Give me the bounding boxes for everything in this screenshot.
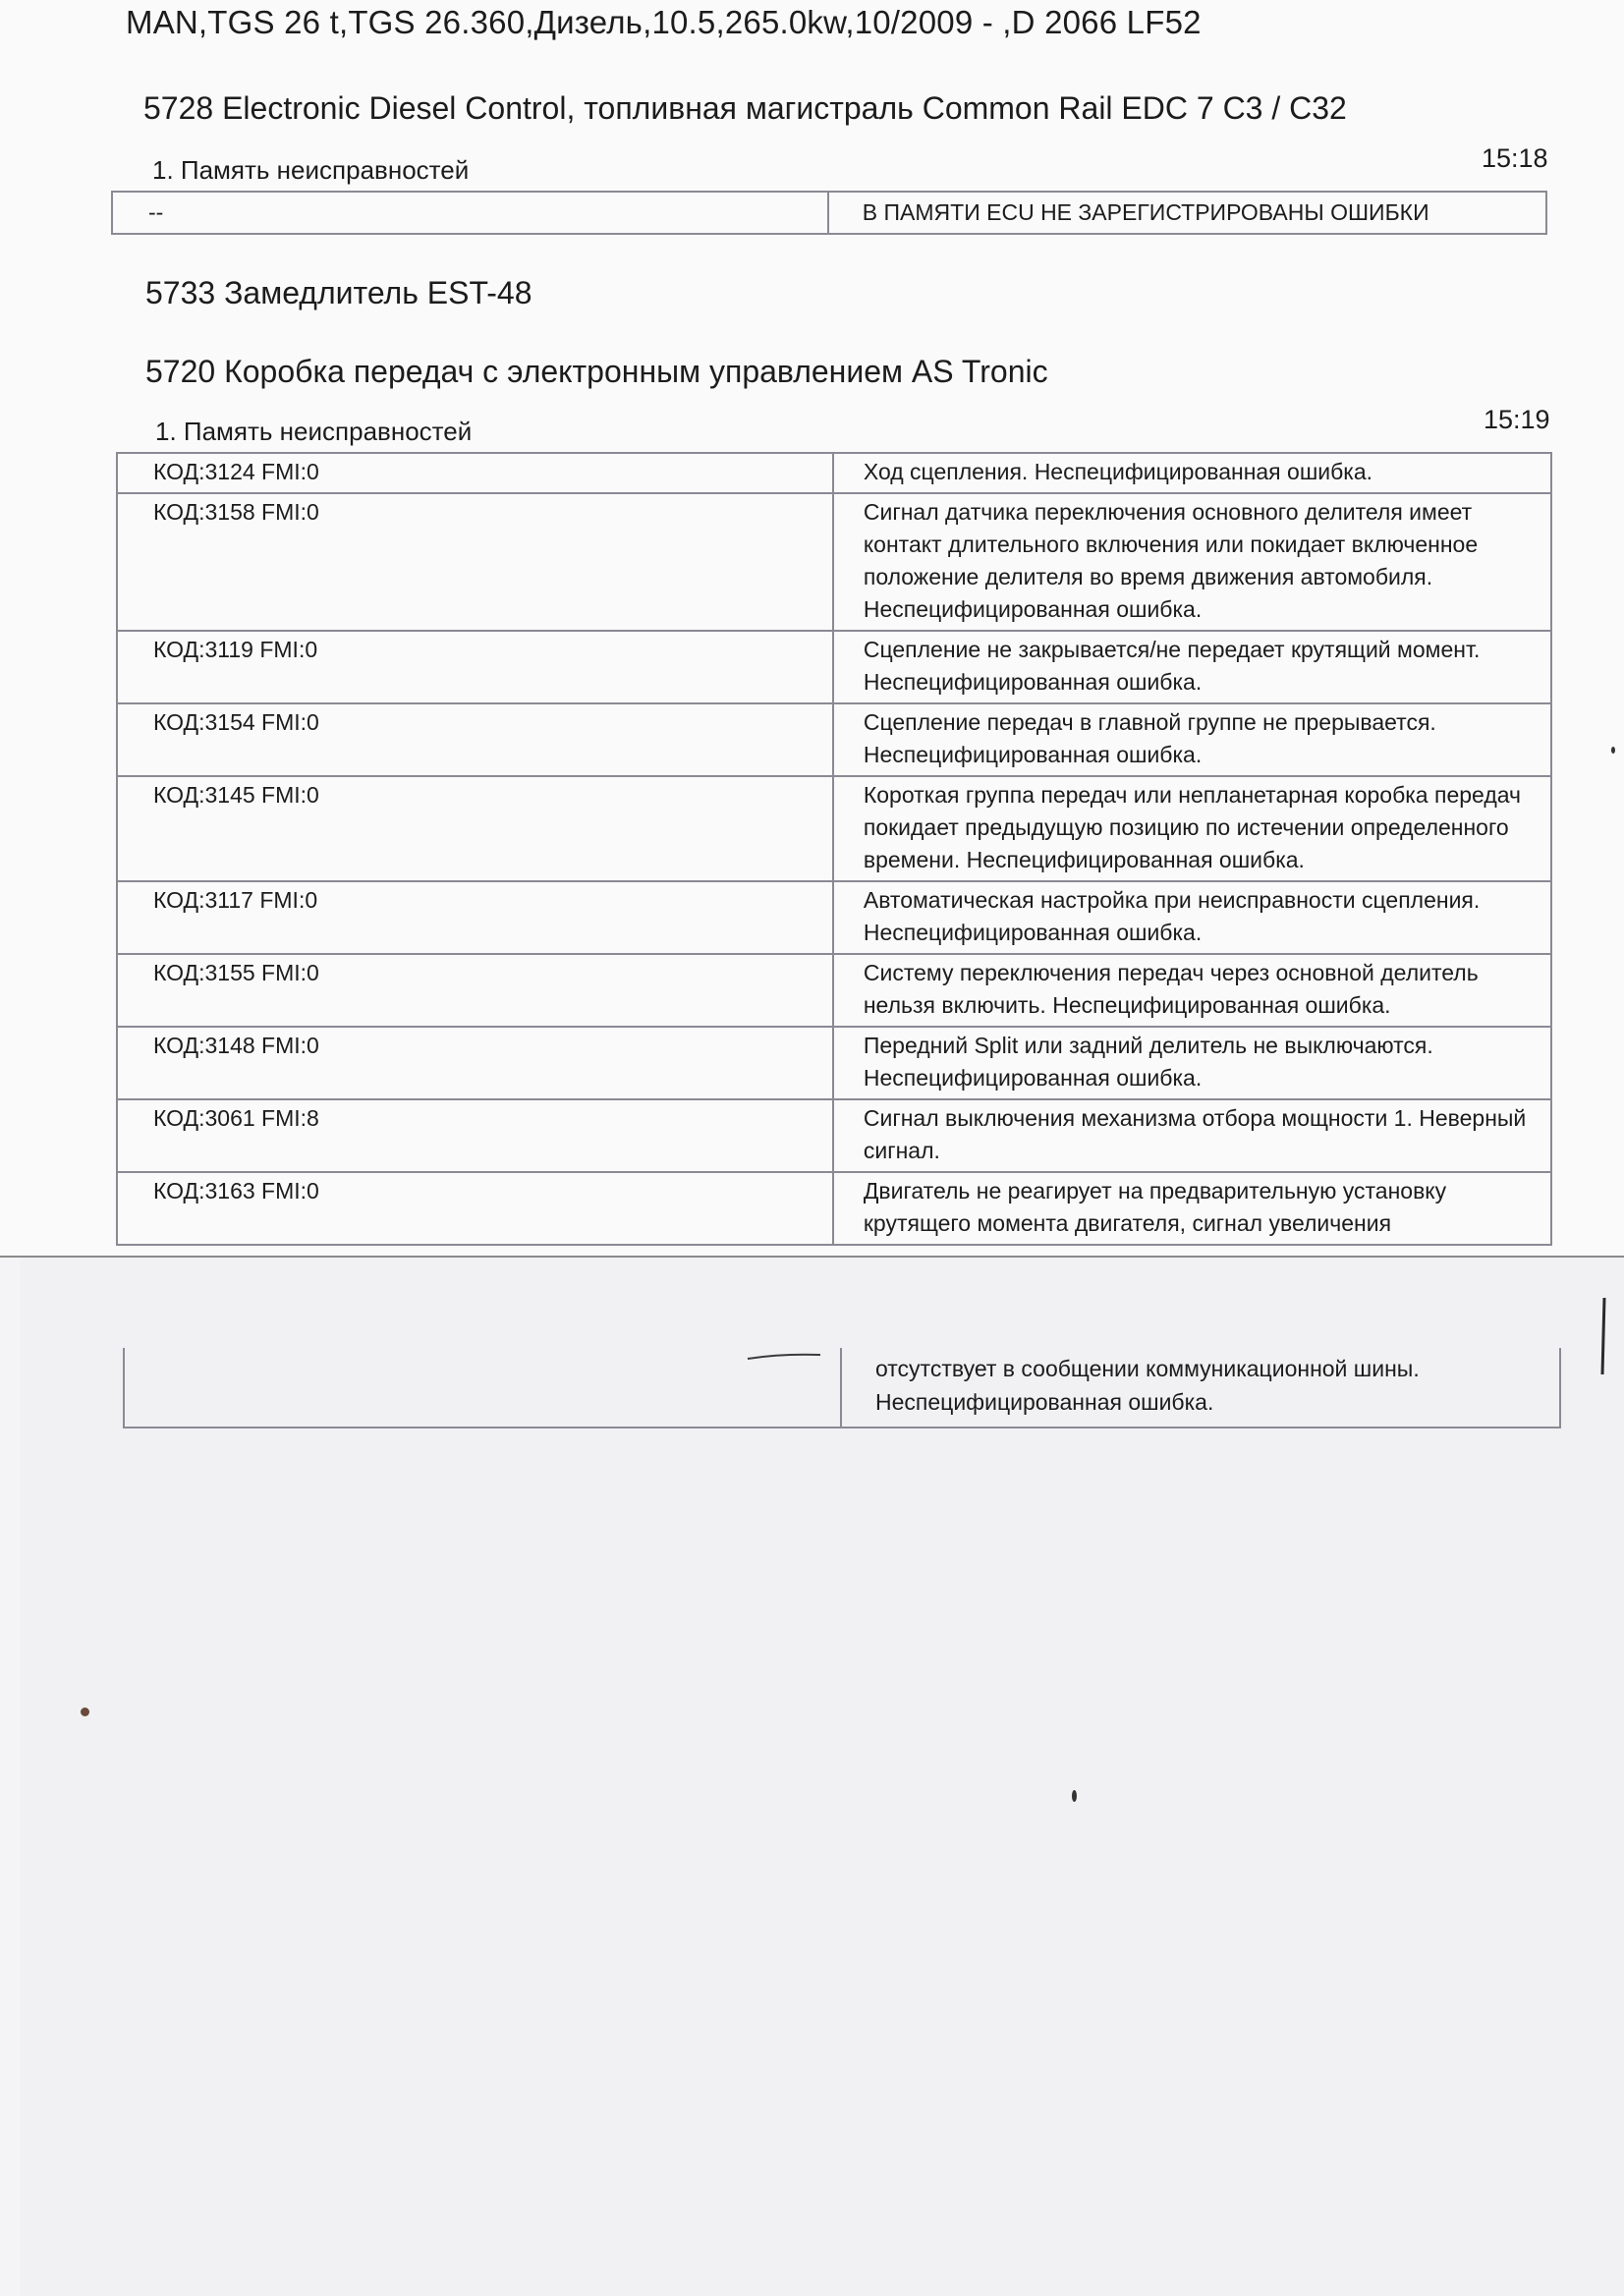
table-row	[117, 631, 1551, 703]
fault-code: --	[112, 192, 828, 234]
table-row	[117, 1099, 1551, 1172]
fault-description: В ПАМЯТИ ECU НЕ ЗАРЕГИСТРИРОВАНЫ ОШИБКИ	[828, 192, 1546, 234]
fault-description: Автоматическая настройка при неисправности сцепления. Неспецифицированная ошибка.	[833, 881, 1551, 954]
fault-code: КОД:3148 FMI:0	[117, 1027, 833, 1099]
fault-code: КОД:3158 FMI:0	[117, 493, 833, 631]
fault-description: Короткая группа передач или непланетарная коробка передач покидает предыдущую позицию по истечении определенного времени. Неспецифицированная ошибка.	[833, 776, 1551, 881]
fault-code: КОД:3119 FMI:0	[117, 631, 833, 703]
fault-description: Ход сцепления. Неспецифицированная ошибка.	[833, 453, 1551, 493]
timestamp-as-tronic: 15:19	[1484, 405, 1550, 434]
fault-code: КОД:3154 FMI:0	[117, 703, 833, 776]
section-title-retarder: 5733 Замедлитель EST-48	[145, 275, 532, 310]
fault-description-continuation: отсутствует в сообщении коммуникационной шины. Неспецифицированная ошибка.	[875, 1356, 1420, 1415]
table-row	[117, 703, 1551, 776]
fault-code: КОД:3061 FMI:8	[117, 1099, 833, 1172]
fault-description: Передний Split или задний делитель не выключаются. Неспецифицированная ошибка.	[833, 1027, 1551, 1099]
fault-table-edc	[111, 191, 1547, 235]
fault-description: Сцепление передач в главной группе не прерывается. Неспецифицированная ошибка.	[833, 703, 1551, 776]
section-title-edc: 5728 Electronic Diesel Control, топливная магистраль Common Rail EDC 7 C3 / C32	[143, 90, 1347, 126]
table-row	[117, 954, 1551, 1027]
table-row	[117, 1172, 1551, 1245]
section-title-as-tronic: 5720 Коробка передач с электронным управлением AS Tronic	[145, 354, 1048, 389]
fault-code: КОД:3155 FMI:0	[117, 954, 833, 1027]
scan-speck	[1611, 747, 1615, 754]
fault-description: Сигнал датчика переключения основного делителя имеет контакт длительного включения или покидает включенное положение делителя во время движения автомобиля. Неспецифицированная ошибка.	[833, 493, 1551, 631]
table-row	[112, 192, 1546, 234]
table-row	[117, 1027, 1551, 1099]
fault-memory-heading-edc: 1. Память неисправностей	[152, 155, 470, 185]
timestamp-edc: 15:18	[1482, 143, 1548, 173]
fault-table-as-tronic	[116, 452, 1552, 1246]
fault-description: Двигатель не реагирует на предварительную установку крутящего момента двигателя, сигнал увеличения	[833, 1172, 1551, 1245]
pen-mark	[747, 1353, 821, 1361]
fault-description: Систему переключения передач через основной делитель нельзя включить. Неспецифицированная ошибка.	[833, 954, 1551, 1027]
margin-mark	[1599, 1297, 1607, 1375]
fault-description: Сигнал выключения механизма отбора мощности 1. Неверный сигнал.	[833, 1099, 1551, 1172]
fault-memory-heading-as-tronic: 1. Память неисправностей	[155, 417, 473, 446]
table-row	[117, 881, 1551, 954]
fault-description: Сцепление не закрывается/не передает крутящий момент. Неспецифицированная ошибка.	[833, 631, 1551, 703]
fault-code: КОД:3145 FMI:0	[117, 776, 833, 881]
scan-speck	[1072, 1790, 1077, 1802]
table-row	[117, 453, 1551, 493]
column-divider	[840, 1348, 842, 1427]
fault-code: КОД:3117 FMI:0	[117, 881, 833, 954]
table-row	[117, 776, 1551, 881]
table-continuation	[123, 1348, 1561, 1428]
fault-code: КОД:3124 FMI:0	[117, 453, 833, 493]
vehicle-title: MAN,TGS 26 t,TGS 26.360,Дизель,10.5,265.0kw,10/2009 - ,D 2066 LF52	[126, 4, 1202, 40]
table-row	[117, 493, 1551, 631]
fault-code: КОД:3163 FMI:0	[117, 1172, 833, 1245]
scan-speck	[81, 1708, 89, 1716]
